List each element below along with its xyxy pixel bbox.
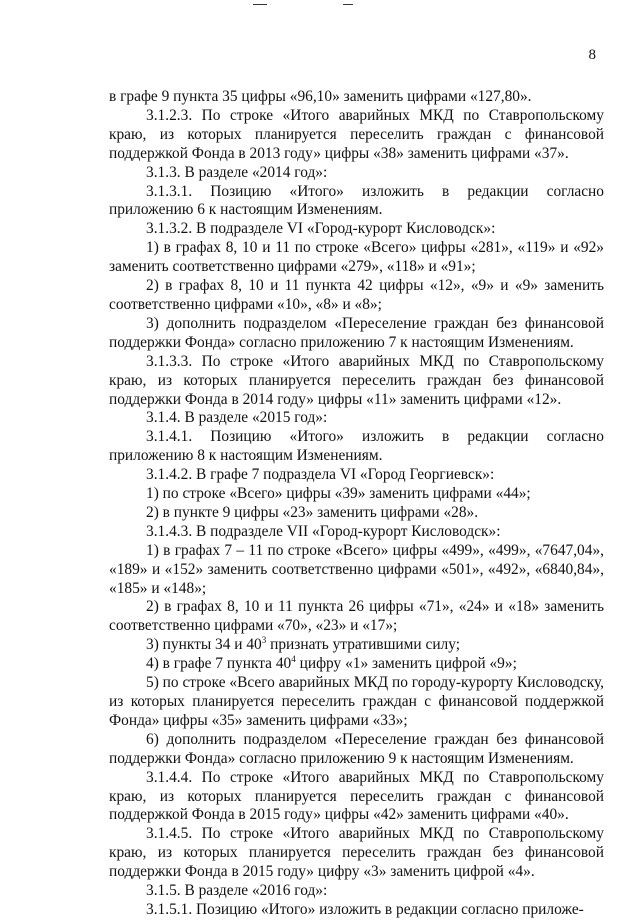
paragraph: 3.1.5.1. Позицию «Итого» изложить в редакции согласно приложе- — [146, 900, 584, 918]
paragraph: 3.1.3.3. По строке «Итого аварийных МКД по Ставропольскому краю, из которых планируется переселить граждан без финансовой поддержки Фонда в 2014 году» цифры «11» заменить цифрами «12». — [109, 352, 604, 408]
paragraph: 3.1.4.3. В подразделе VII «Город-курорт Кисловодск»: — [146, 522, 501, 540]
paragraph: 1) по строке «Всего» цифры «39» заменить цифрами «44»; — [146, 485, 531, 503]
paragraph: 3.1.4. В разделе «2015 год»: — [146, 409, 328, 427]
paragraph: 1) в графах 8, 10 и 11 по строке «Всего» цифры «281», «119» и «92» заменить соответственно цифрами «279», «118» и «91»; — [109, 239, 604, 276]
paragraph: 6) дополнить подразделом «Переселение граждан без финансовой поддержки Фонда» согласно приложению 9 к настоящим Изменениям. — [109, 730, 604, 767]
paragraph: 3.1.3. В разделе «2014 год»: — [146, 163, 328, 181]
paragraph: 3.1.3.1. Позицию «Итого» изложить в редакции согласно приложению 6 к настоящим Изменениям. — [109, 182, 604, 219]
paragraph: 3.1.4.4. По строке «Итого аварийных МКД по Ставропольскому краю, из которых планируется переселить граждан с финансовой поддержкой Фонда в 2015 году» цифры «42» заменить цифрами «40». — [109, 768, 604, 824]
page-number: 8 — [588, 47, 596, 63]
scan-artifact-mark — [253, 4, 267, 5]
paragraph: 1) в графах 7 – 11 по строке «Всего» цифры «499», «499», «7647,04», «189» и «152» заменить соответственно цифрами «501», «492», «6840,84», «185» и «148»; — [109, 541, 604, 597]
paragraph: 5) по строке «Всего аварийных МКД по городу-курорту Кисловодску, из которых планируется переселить граждан с финансовой поддержкой Фонда» цифры «35» заменить цифрами «33»; — [109, 674, 604, 729]
paragraph: 3.1.4.2. В графе 7 подраздела VI «Город Георгиевск»: — [146, 466, 495, 484]
paragraph: 3.1.5. В разделе «2016 год»: — [146, 882, 328, 900]
paragraph: 2) в графах 8, 10 и 11 пункта 42 цифры «12», «9» и «9» заменить соответственно цифрами «10», «8» и «8»; — [109, 277, 604, 313]
document-body — [109, 88, 604, 920]
paragraph: 2) в графах 8, 10 и 11 пункта 26 цифры «71», «24» и «18» заменить соответственно цифрами «70», «23» и «17»; — [109, 598, 604, 635]
paragraph: 4) в графе 7 пункта $40^4$ цифру «1» заменить цифрой «9»; — [146, 654, 517, 673]
paragraph: 3) дополнить подразделом «Переселение граждан без финансовой поддержки Фонда» согласно приложению 7 к настоящим Изменениям. — [109, 314, 604, 351]
paragraph: 3) пункты 34 и $40^3$ признать утратившими силу; — [146, 635, 461, 654]
paragraph: 3.1.4.5. По строке «Итого аварийных МКД по Ставропольскому краю, из которых планируется переселить граждан без финансовой поддержки Фонда в 2015 году» цифру «3» заменить цифрой «4». — [109, 825, 604, 881]
paragraph: 3.1.3.2. В подразделе VI «Город-курорт Кисловодск»: — [146, 220, 496, 238]
superscript: 3 — [261, 635, 267, 646]
scan-artifact-mark — [343, 4, 353, 5]
paragraph: 3.1.2.3. По строке «Итого аварийных МКД по Ставропольскому краю, из которых планируется переселить граждан с финансовой поддержкой Фонда в 2013 году» цифры «38» заменить цифрами «37». — [109, 106, 604, 162]
paragraph: в графе 9 пункта 35 цифры «96,10» заменить цифрами «127,80». — [109, 88, 532, 105]
paragraph: 2) в пункте 9 цифры «23» заменить цифрами «28». — [146, 503, 479, 521]
paragraph: 3.1.4.1. Позицию «Итого» изложить в редакции согласно приложению 8 к настоящим Изменениям. — [109, 428, 604, 465]
superscript: 4 — [291, 654, 296, 665]
